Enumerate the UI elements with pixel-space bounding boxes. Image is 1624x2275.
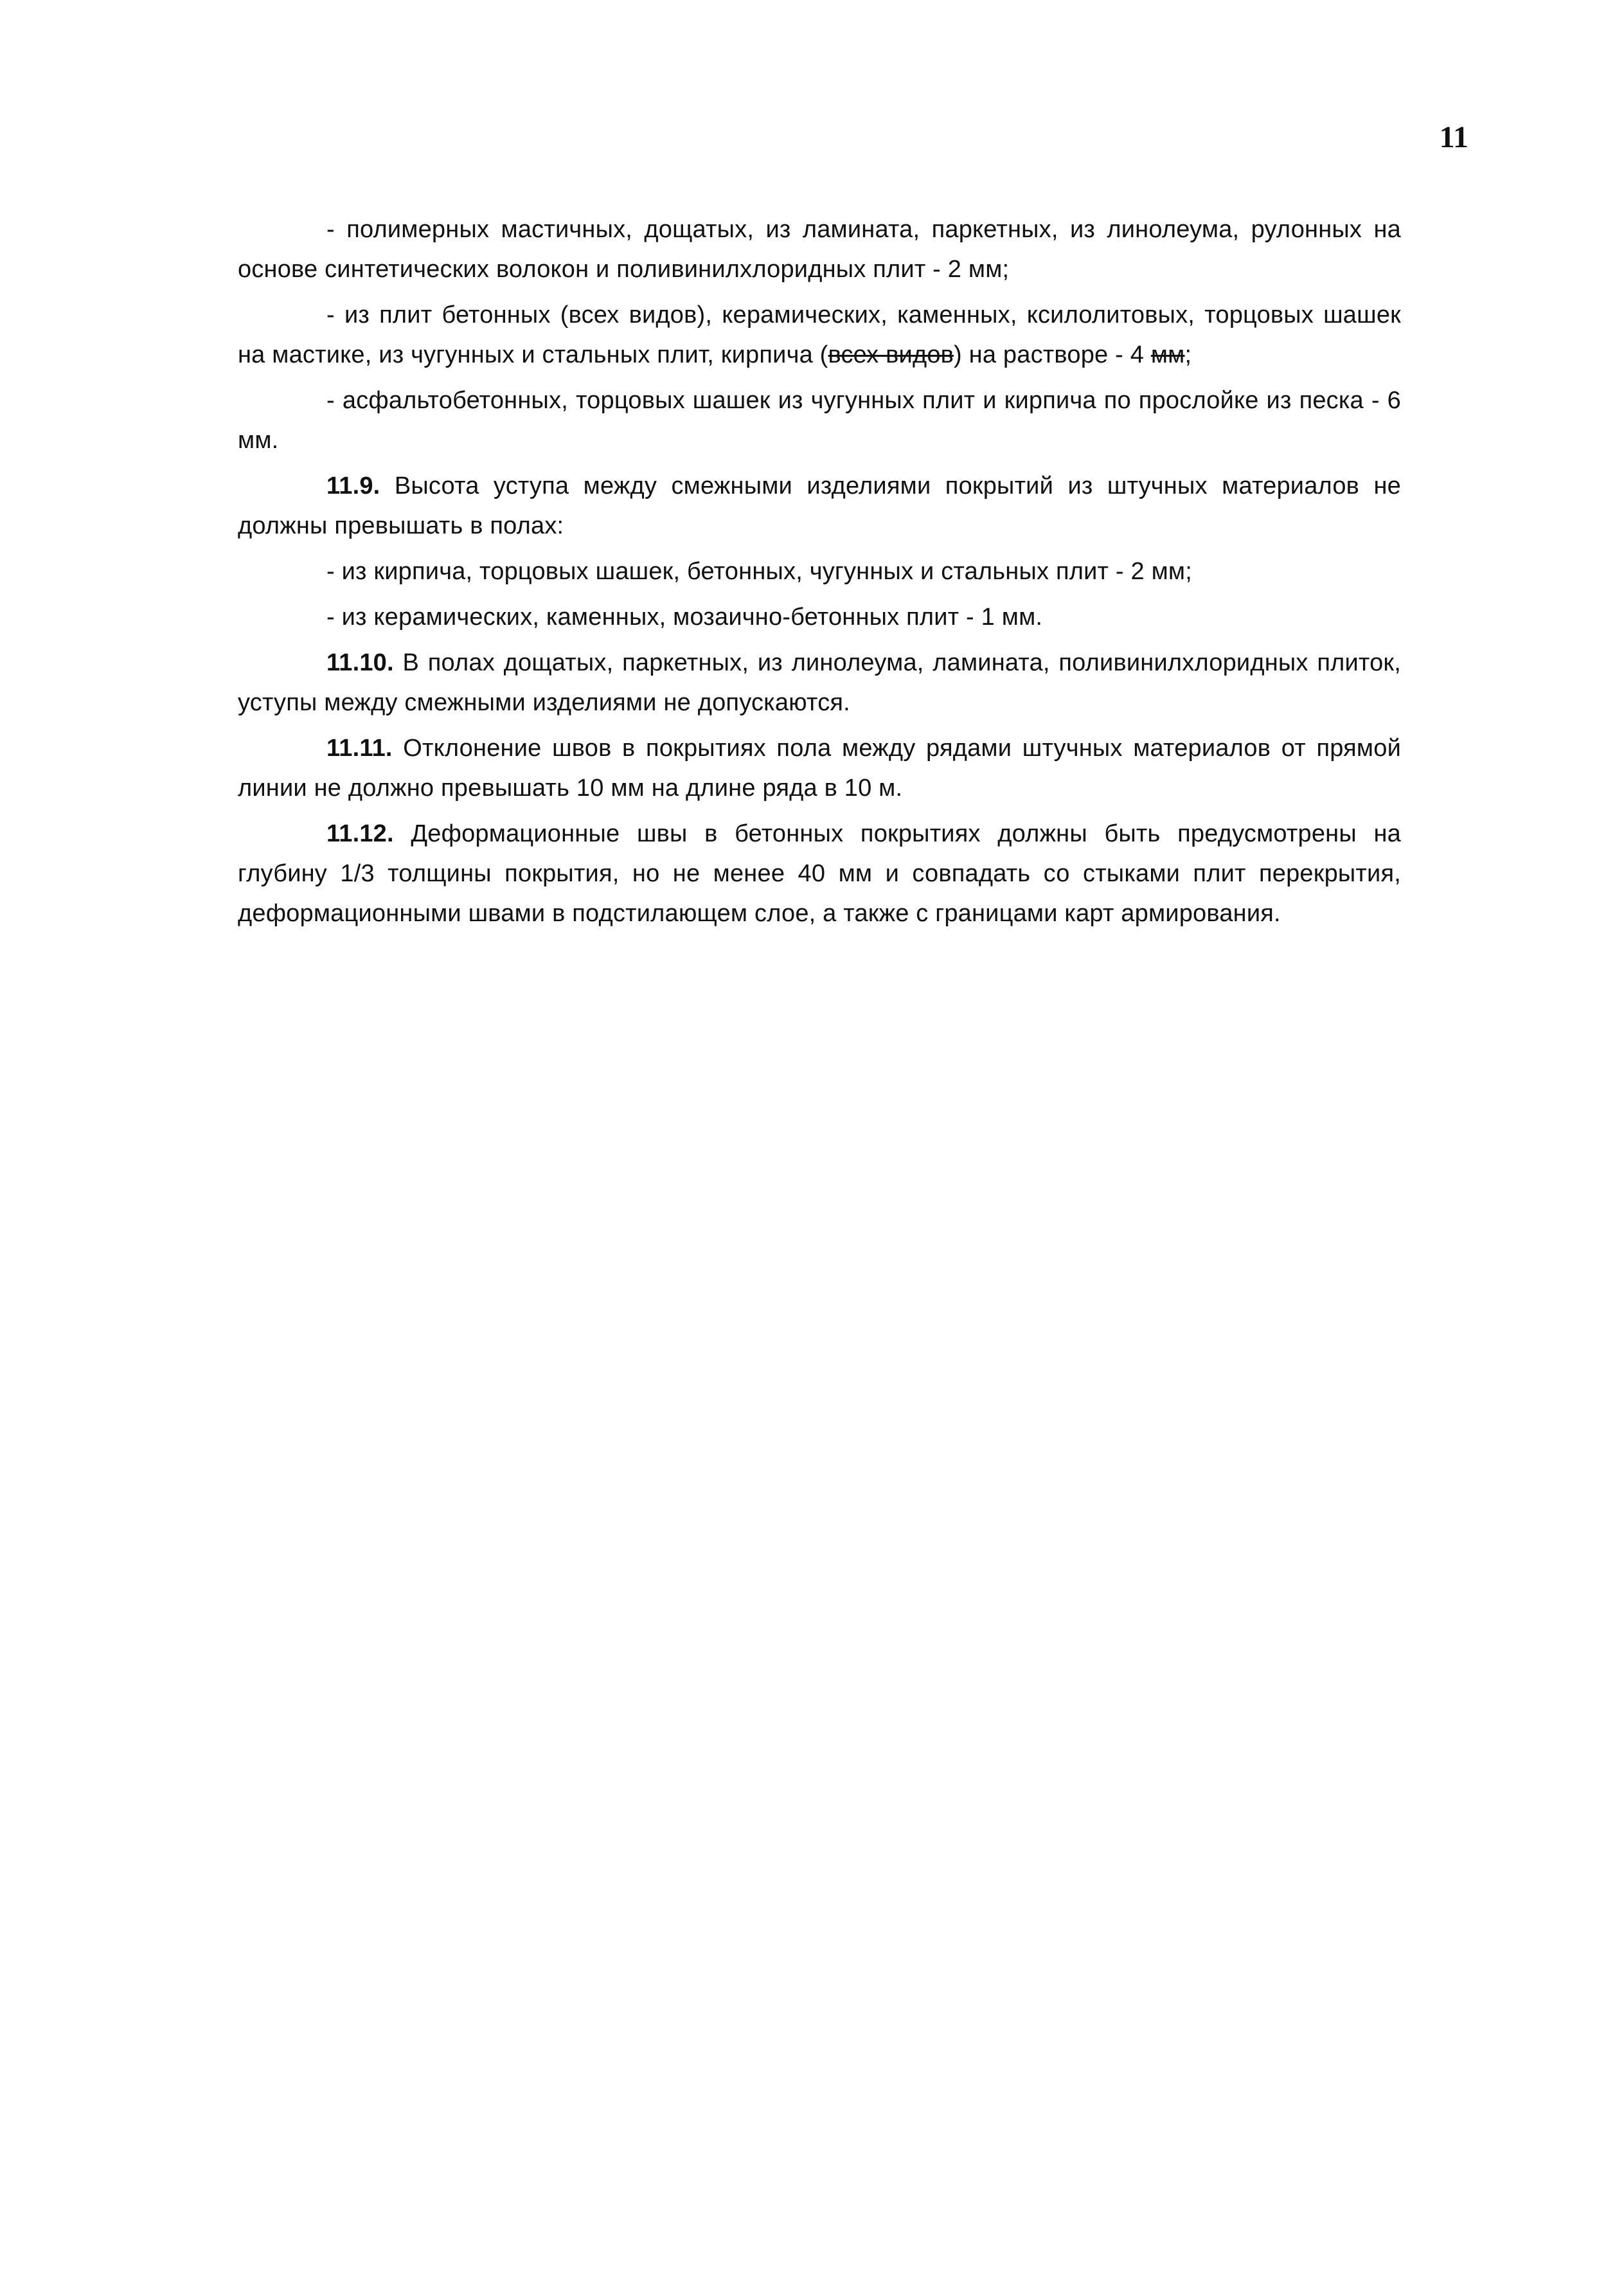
strikethrough-text: мм <box>1150 341 1185 368</box>
clause-11-10 <box>238 643 1401 723</box>
list-item-ceramic: - из керамических, каменных, мозаично-бетонных плит - 1 мм. <box>326 604 1043 631</box>
page-number: 11 <box>1439 120 1468 154</box>
strikethrough-text: всех видов <box>828 341 954 368</box>
clause-number: 11.12. <box>326 820 394 847</box>
text-segment: ) на растворе - 4 <box>954 341 1151 368</box>
clause-number: 11.10. <box>326 649 394 676</box>
clause-text: Отклонение швов в покрытиях пола между рядами штучных материалов от прямой линии не должно превышать 10 мм на длине ряда в 10 м. <box>238 735 1401 802</box>
text-segment: ; <box>1184 341 1192 368</box>
list-item-brick: - из кирпича, торцовых шашек, бетонных, чугунных и стальных плит - 2 мм; <box>326 558 1192 585</box>
clause-number: 11.11. <box>326 735 393 762</box>
clause-number: 11.9. <box>326 472 380 499</box>
list-item-polymer-floors: - полимерных мастичных, дощатых, из ламината, паркетных, из линолеума, рулонных на основе синтетических волокон и поливинилхлоридных плит - 2 мм; <box>238 216 1401 283</box>
text-segment: - из плит бетонных (всех видов), керамических, каменных, ксилолитовых, торцовых шашек на мастике, из чугунных и стальных плит, кирпича ( <box>238 301 1401 368</box>
clause-11-12 <box>238 814 1401 933</box>
clause-text: В полах дощатых, паркетных, из линолеума, ламината, поливинилхлоридных плиток, уступы между смежными изделиями не допускаются. <box>238 649 1401 716</box>
clause-text: Деформационные швы в бетонных покрытиях должны быть предусмотрены на глубину 1/3 толщины покрытия, но не менее 40 мм и совпадать со стыками плит перекрытия, деформационными швами в подстилающем слое, а также с границами карт армирования. <box>238 820 1401 927</box>
document-body <box>238 210 1401 939</box>
list-item-asphalt: - асфальтобетонных, торцовых шашек из чугунных плит и кирпича по прослойке из песка - 6 мм. <box>238 387 1401 454</box>
clause-11-9 <box>238 466 1401 546</box>
clause-text: Высота уступа между смежными изделиями покрытий из штучных материалов не должны превышать в полах: <box>238 472 1401 539</box>
list-item-concrete-slabs <box>238 295 1401 375</box>
clause-11-11 <box>238 728 1401 808</box>
